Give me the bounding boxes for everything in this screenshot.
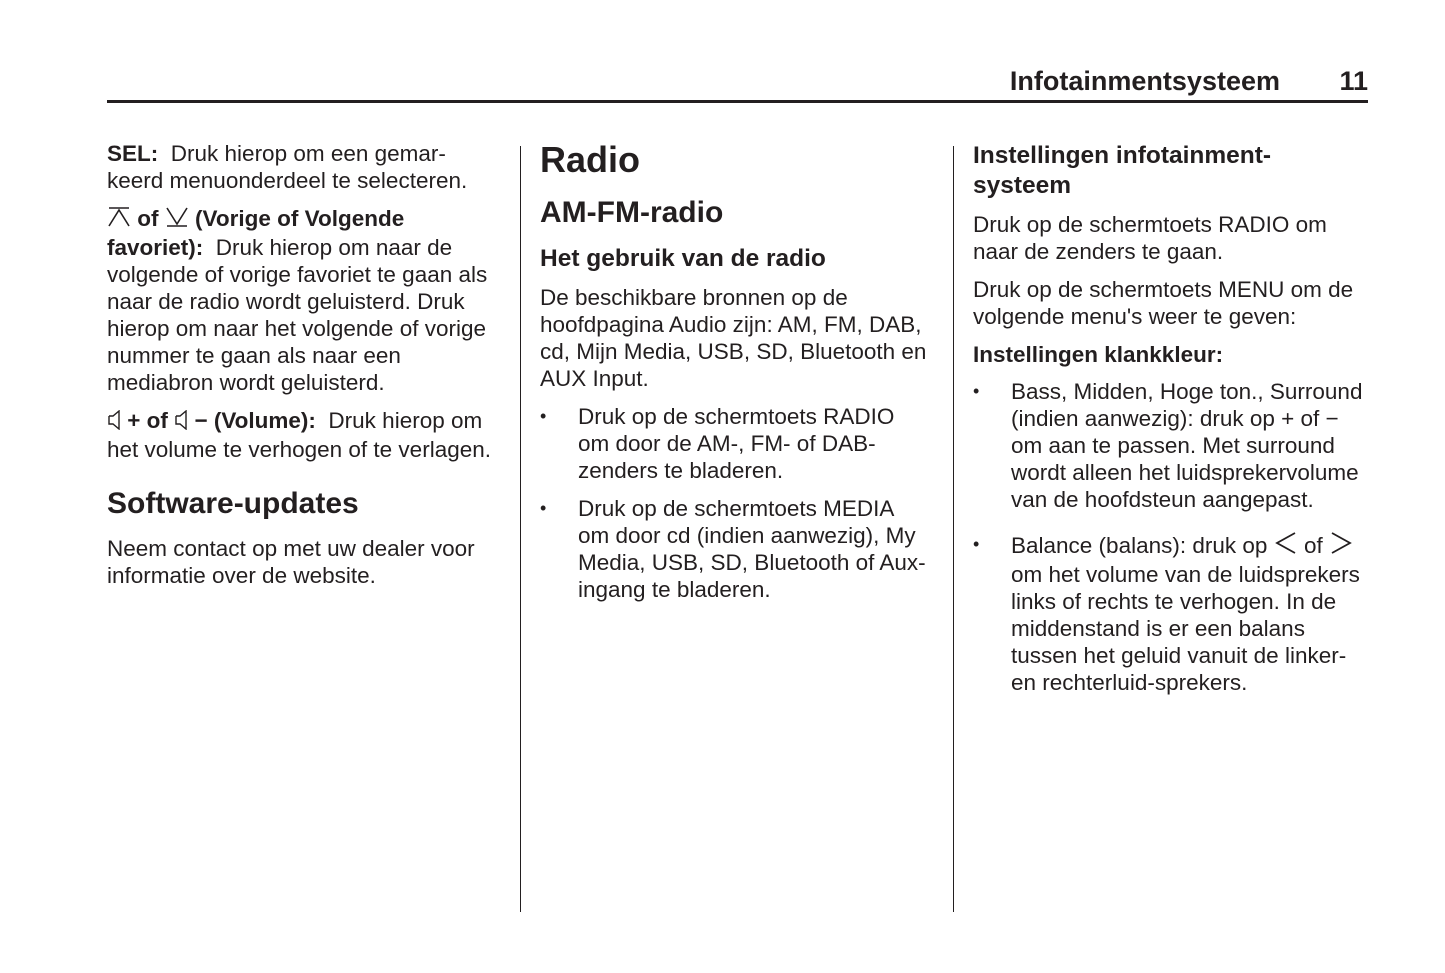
volume-text: Druk hierop om het volume te verhogen of te verlagen. <box>107 408 491 462</box>
header-title: Infotainmentsysteem <box>1009 66 1280 96</box>
bullet-glyph: • <box>540 406 547 426</box>
column-middle <box>540 138 930 614</box>
volume-paragraph <box>107 407 502 463</box>
bullet-text: Bass, Midden, Hoge ton., Surround (indien aanwezig): druk op + of − om aan te passen. Met surround wordt alleen het luidsprekervolume van de hoofdsteun aangepast. <box>1011 379 1363 512</box>
radio-bullet-list <box>540 403 930 603</box>
bullet-glyph: • <box>973 534 980 554</box>
column-left <box>107 140 502 600</box>
infotainment-settings-heading: Instellingen infotainment-systeem <box>973 142 1272 199</box>
list-item <box>540 403 930 484</box>
software-updates-heading: Software-updates <box>107 487 359 520</box>
favorite-paragraph <box>107 205 502 396</box>
radio-heading: Radio <box>540 139 641 180</box>
tone-bullet-list <box>973 378 1368 696</box>
sources-intro: De beschikbare bronnen op de hoofdpagina Audio zijn: AM, FM, DAB, cd, Mijn Media, USB, SD, Bluetooth en AUX Input. <box>540 285 927 391</box>
page-number: 11 <box>1339 66 1368 96</box>
volume-up-icon <box>107 409 121 436</box>
list-item <box>973 378 1368 513</box>
volume-down-icon <box>174 409 188 436</box>
list-item <box>540 495 930 603</box>
list-item <box>973 531 1368 696</box>
menu-button-text: Druk op de schermtoets MENU om de volgende menu's weer te geven: <box>973 277 1354 329</box>
volume-plus: + of <box>127 408 168 433</box>
previous-favorite-icon <box>107 206 131 234</box>
column-divider <box>953 146 954 912</box>
balance-text-c: om het volume van de luidsprekers links of rechts te verhogen. In de middenstand is er een balans tussen het geluid vanuit de linker- en rechterluid-sprekers. <box>1011 562 1360 695</box>
balance-right-icon <box>1329 531 1353 561</box>
favorite-term: (Vorige of Volgende favoriet): <box>107 206 405 260</box>
radio-usage-heading: Het gebruik van de radio <box>540 245 826 272</box>
next-favorite-icon <box>165 206 189 234</box>
column-right <box>973 141 1368 707</box>
sel-paragraph <box>107 140 502 194</box>
tone-settings-heading: Instellingen klankkleur: <box>973 342 1224 367</box>
bullet-text: Druk op de schermtoets MEDIA om door cd (indien aanwezig), My Media, USB, SD, Bluetooth of Aux-ingang te bladeren. <box>578 496 926 602</box>
bullet-glyph: • <box>540 498 547 518</box>
sel-text: Druk hierop om een gemar-keerd menuonderdeel te selecteren. <box>107 141 468 193</box>
software-updates-text: Neem contact op met uw dealer voor informatie over de website. <box>107 536 475 588</box>
balance-text-a: Balance (balans): druk op <box>1011 533 1268 558</box>
balance-left-icon <box>1274 531 1298 561</box>
bullet-text: Druk op de schermtoets RADIO om door de AM-, FM- of DAB-zenders te bladeren. <box>578 404 895 483</box>
bullet-glyph: • <box>973 381 980 401</box>
page-header <box>107 62 1368 103</box>
am-fm-radio-heading: AM-FM-radio <box>540 196 724 229</box>
column-divider <box>520 146 521 912</box>
favorite-of: of <box>137 206 159 231</box>
balance-text-b: of <box>1303 533 1323 558</box>
favorite-text: Druk hierop om naar de volgende of vorige favoriet te gaan als naar de radio wordt geluisterd. Druk hierop om naar het volgende of vorige nummer te gaan als naar een mediabron wordt geluisterd. <box>107 235 488 395</box>
radio-button-text: Druk op de schermtoets RADIO om naar de zenders te gaan. <box>973 212 1327 264</box>
volume-minus: − (Volume): <box>194 408 316 433</box>
sel-term: SEL: <box>107 141 159 166</box>
